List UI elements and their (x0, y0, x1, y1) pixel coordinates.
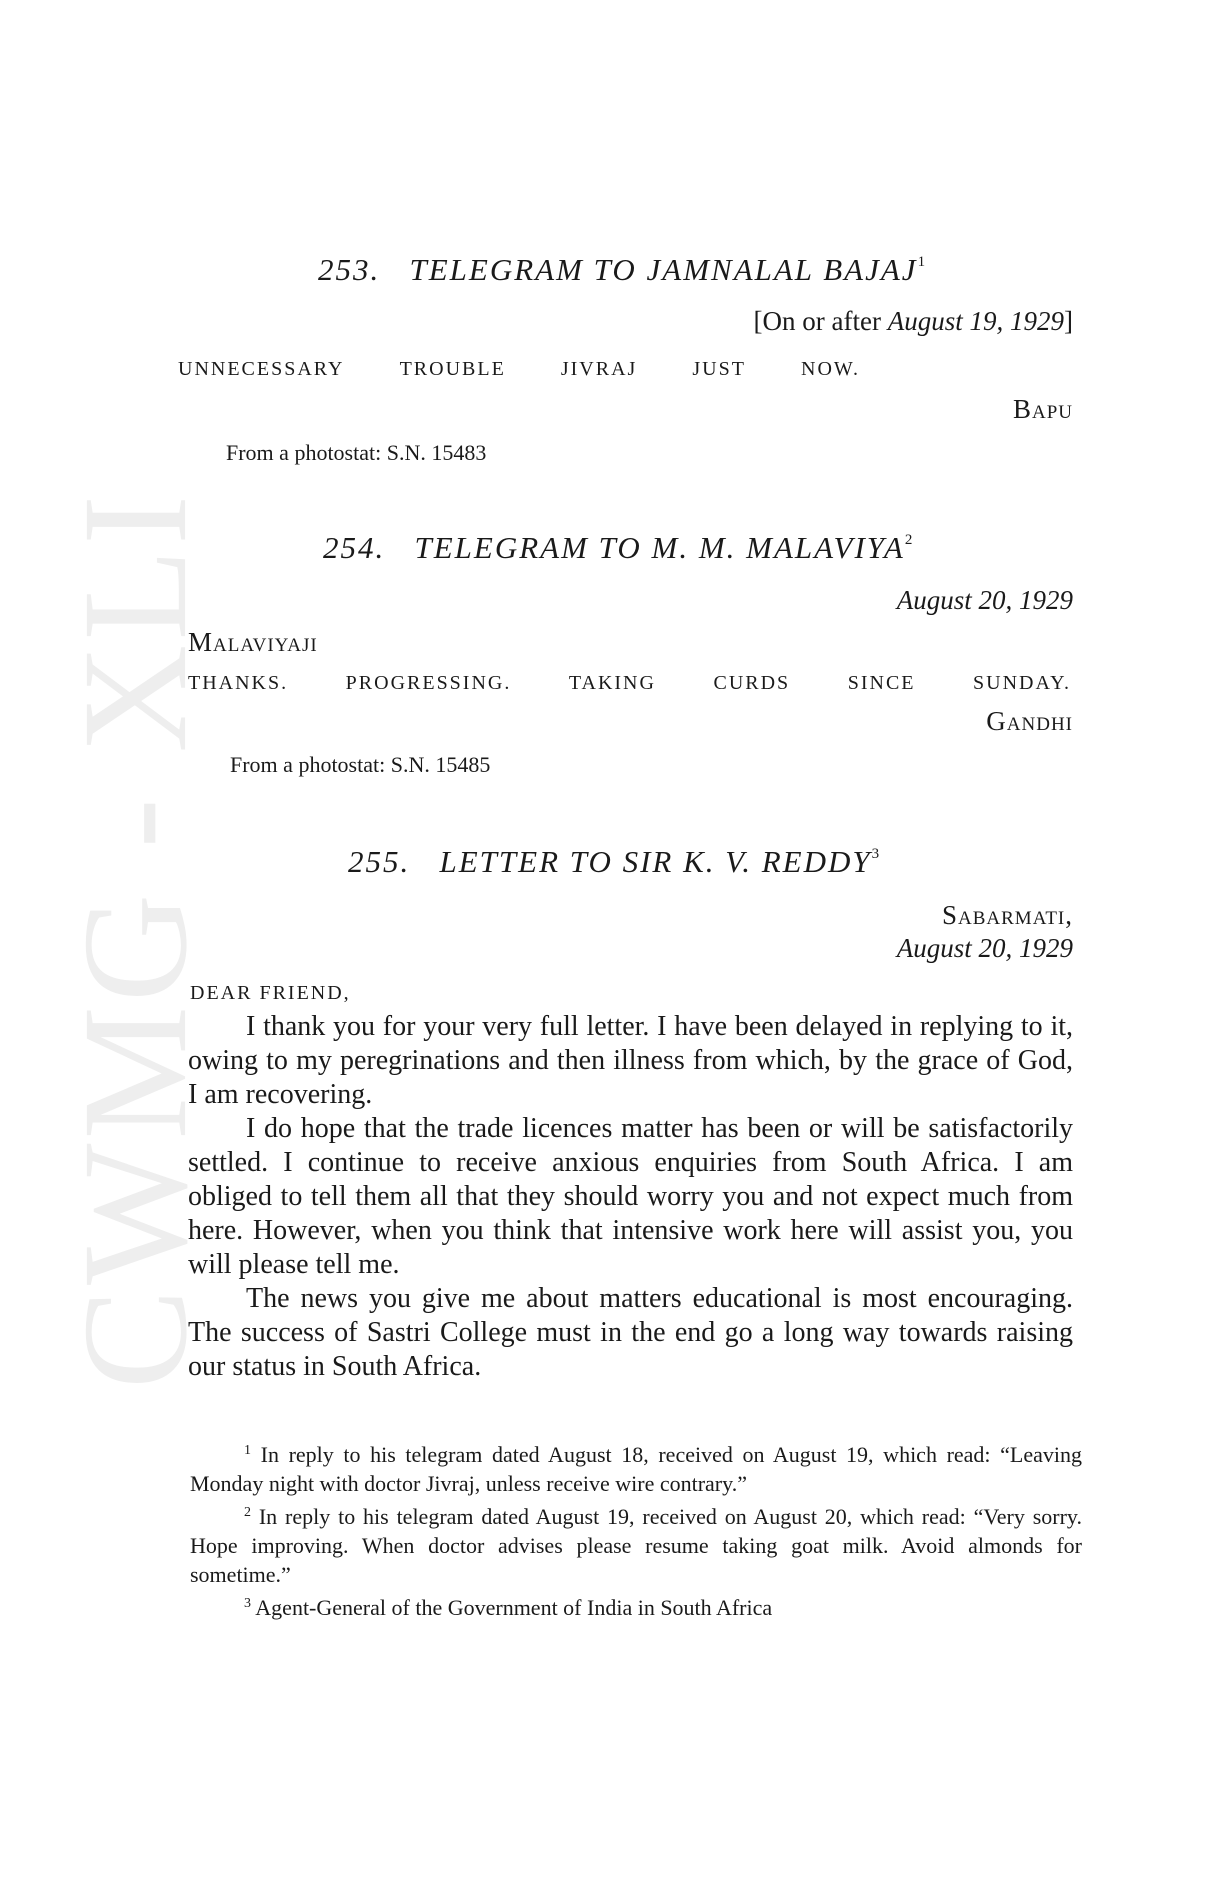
doc-254-number: 254. (323, 530, 386, 565)
doc-253-source: From a photostat: S.N. 15483 (226, 440, 487, 465)
message-word: SUNDAY. (973, 672, 1071, 694)
message-word: UNNECESSARY (178, 358, 345, 380)
doc-253-date-suffix: ] (1064, 306, 1073, 336)
message-word: TROUBLE (399, 358, 506, 380)
body-paragraph: I do hope that the trade licences matter has been or will be satisfactorily settled. I continue to receive anxious enquiries from South Africa. I am obliged to tell them all that they should worry you and not expect much from here. However, when you think that intensive work here will assist you, you will please tell me. (188, 1113, 1073, 1280)
message-word: NOW. (801, 358, 860, 380)
footnote-mark: 1 (244, 1443, 251, 1458)
doc-254-date (897, 585, 1073, 616)
doc-253-date (754, 306, 1073, 337)
doc-255-heading (348, 844, 879, 880)
message-word: JIVRAJ (560, 358, 638, 380)
doc-253-signature: Bapu (1012, 394, 1073, 424)
footnote-text: In reply to his telegram dated August 18, received on August 19, which read: “Leaving Monday night with doctor Jivraj, unless receive wire contrary.” (190, 1442, 1083, 1496)
doc-255-place: Sabarmati, (942, 900, 1073, 930)
doc-255-date (897, 933, 1073, 964)
page-content (178, 0, 1083, 1890)
doc-254-note-ref: 2 (904, 532, 913, 548)
message-word: THANKS. (188, 672, 289, 694)
message-word: SINCE (847, 672, 916, 694)
doc-255-note-ref: 3 (871, 846, 880, 862)
doc-253-message (178, 358, 860, 381)
footnote (190, 1436, 1082, 1498)
footnotes (190, 1436, 1082, 1622)
doc-254-title: TELEGRAM TO M. M. MALAVIYA (414, 530, 905, 565)
doc-255-number: 255. (348, 844, 411, 879)
doc-254-addressee: Malaviyaji (188, 627, 318, 657)
doc-255-title: LETTER TO SIR K. V. REDDY (439, 844, 872, 879)
doc-254-signature: Gandhi (986, 706, 1073, 736)
message-word: TAKING (568, 672, 656, 694)
message-word: PROGRESSING. (345, 672, 512, 694)
doc-253-heading (318, 252, 925, 288)
doc-253-note-ref: 1 (917, 254, 926, 270)
doc-254-source: From a photostat: S.N. 15485 (230, 752, 491, 777)
doc-254-message (188, 672, 1071, 695)
message-word: JUST (692, 358, 746, 380)
doc-255-body (188, 1010, 1073, 1384)
doc-254-heading (323, 530, 912, 566)
body-paragraph: I thank you for your very full letter. I have been delayed in replying to it, owing to my peregrinations and then illness from which, by the grace of God, I am recovering. (188, 1011, 1073, 1110)
watermark-text: CWMG - XLI (52, 490, 218, 1390)
doc-253-date-prefix: [On or after (753, 306, 888, 336)
footnote (190, 1498, 1082, 1589)
message-word: CURDS (713, 672, 791, 694)
doc-253-title: TELEGRAM TO JAMNALAL BAJAJ (409, 252, 918, 287)
footnote-text: Agent-General of the Government of India in South Africa (255, 1595, 773, 1620)
footnote (190, 1589, 1082, 1622)
body-paragraph: The news you give me about matters educational is most encouraging. The success of Sastri College must in the end go a long way towards raising our status in South Africa. (188, 1283, 1073, 1382)
footnote-text: In reply to his telegram dated August 19, received on August 20, which read: “Very sorry. Hope improving. When doctor advises please resume taking goat milk. Avoid almonds for sometime.” (190, 1504, 1083, 1587)
doc-253-number: 253. (318, 252, 381, 287)
footnote-mark: 3 (244, 1596, 251, 1611)
doc-254-date-italic: August 20, 1929 (896, 585, 1073, 615)
doc-255-date-italic: August 20, 1929 (896, 933, 1073, 963)
doc-253-date-italic: August 19, 1929 (887, 306, 1064, 336)
doc-255-salutation: DEAR FRIEND, (190, 982, 351, 1004)
footnote-mark: 2 (244, 1505, 251, 1520)
